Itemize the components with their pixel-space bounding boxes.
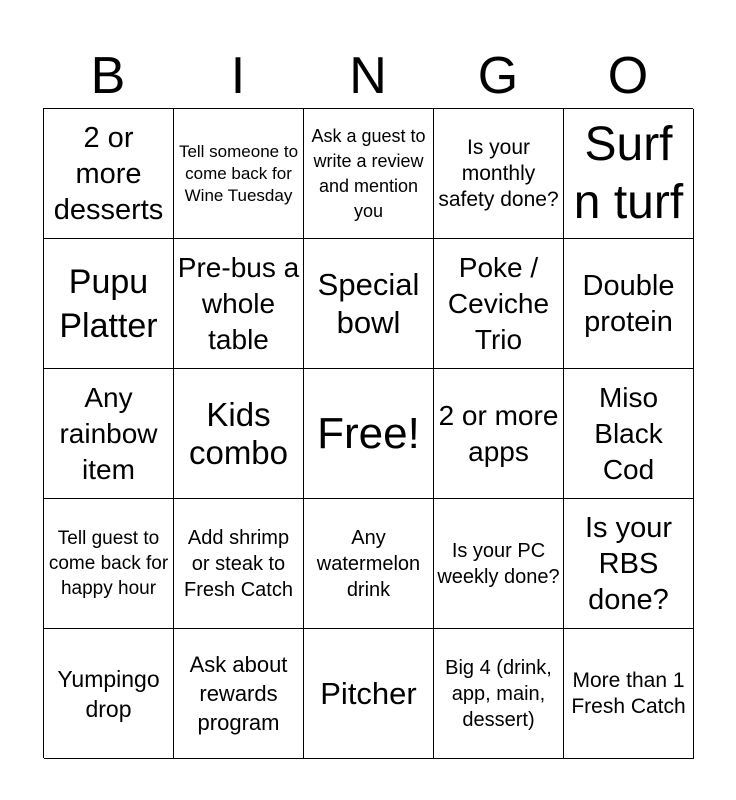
bingo-cell[interactable] [564, 239, 694, 369]
bingo-cell[interactable] [44, 369, 174, 499]
cell-text: Pre-bus a whole table [177, 251, 300, 355]
cell-text: Poke / Ceviche Trio [447, 251, 550, 355]
cell-text: Add shrimp or steak to Fresh Catch [184, 526, 293, 601]
bingo-cell[interactable] [434, 369, 564, 499]
bingo-cell[interactable] [564, 369, 694, 499]
bingo-cell[interactable] [44, 499, 174, 629]
bingo-cell[interactable] [434, 499, 564, 629]
bingo-cell[interactable] [564, 109, 694, 239]
cell-text: Pupu Platter [59, 262, 158, 345]
bingo-cell[interactable] [304, 499, 434, 629]
cell-text: Surf n turf [573, 117, 684, 229]
cell-text: Miso Black Cod [594, 381, 663, 485]
cell-text: Double protein [582, 269, 675, 338]
cell-text: Is your monthly safety done? [438, 135, 559, 211]
bingo-cell[interactable] [434, 109, 564, 239]
bingo-cell[interactable] [174, 499, 304, 629]
cell-text: Tell someone to come back for Wine Tuesday [178, 141, 299, 205]
bingo-cell[interactable] [304, 369, 434, 499]
cell-text: Is your RBS done? [584, 511, 673, 616]
cell-text: Free! [317, 408, 420, 458]
cell-text: Any rainbow item [59, 381, 158, 485]
cell-text: Special bowl [317, 266, 420, 340]
bingo-board [43, 108, 693, 758]
bingo-cell[interactable] [564, 499, 694, 629]
bingo-cell[interactable] [174, 629, 304, 759]
header-letter-g: G [477, 47, 519, 105]
bingo-cell[interactable] [44, 629, 174, 759]
cell-text: 2 or more desserts [53, 121, 164, 226]
bingo-header [43, 44, 693, 108]
cell-text: Is your PC weekly done? [437, 539, 560, 588]
cell-text: Kids combo [188, 395, 289, 471]
bingo-cell[interactable] [174, 369, 304, 499]
header-letter-i: I [230, 47, 246, 105]
cell-text: 2 or more apps [438, 399, 559, 467]
bingo-cell[interactable] [434, 239, 564, 369]
header-letter-n: N [349, 47, 387, 105]
bingo-cell[interactable] [174, 239, 304, 369]
header-letter-o: O [607, 47, 649, 105]
bingo-cell[interactable] [44, 239, 174, 369]
bingo-cell[interactable] [434, 629, 564, 759]
cell-text: More than 1 Fresh Catch [571, 668, 686, 718]
bingo-cell[interactable] [44, 109, 174, 239]
cell-text: Ask a guest to write a review and mention you [311, 125, 426, 221]
bingo-cell[interactable] [304, 239, 434, 369]
header-letter-b: B [90, 47, 126, 105]
cell-text: Any watermelon drink [316, 526, 421, 601]
cell-text: Ask about rewards program [189, 652, 288, 735]
bingo-cell[interactable] [564, 629, 694, 759]
cell-text: Pitcher [320, 675, 417, 711]
cell-text: Big 4 (drink, app, main, dessert) [445, 656, 552, 731]
bingo-cell[interactable] [174, 109, 304, 239]
cell-text: Tell guest to come back for happy hour [48, 528, 169, 599]
bingo-cell[interactable] [304, 109, 434, 239]
cell-text: Yumpingo drop [57, 665, 160, 722]
bingo-cell[interactable] [304, 629, 434, 759]
